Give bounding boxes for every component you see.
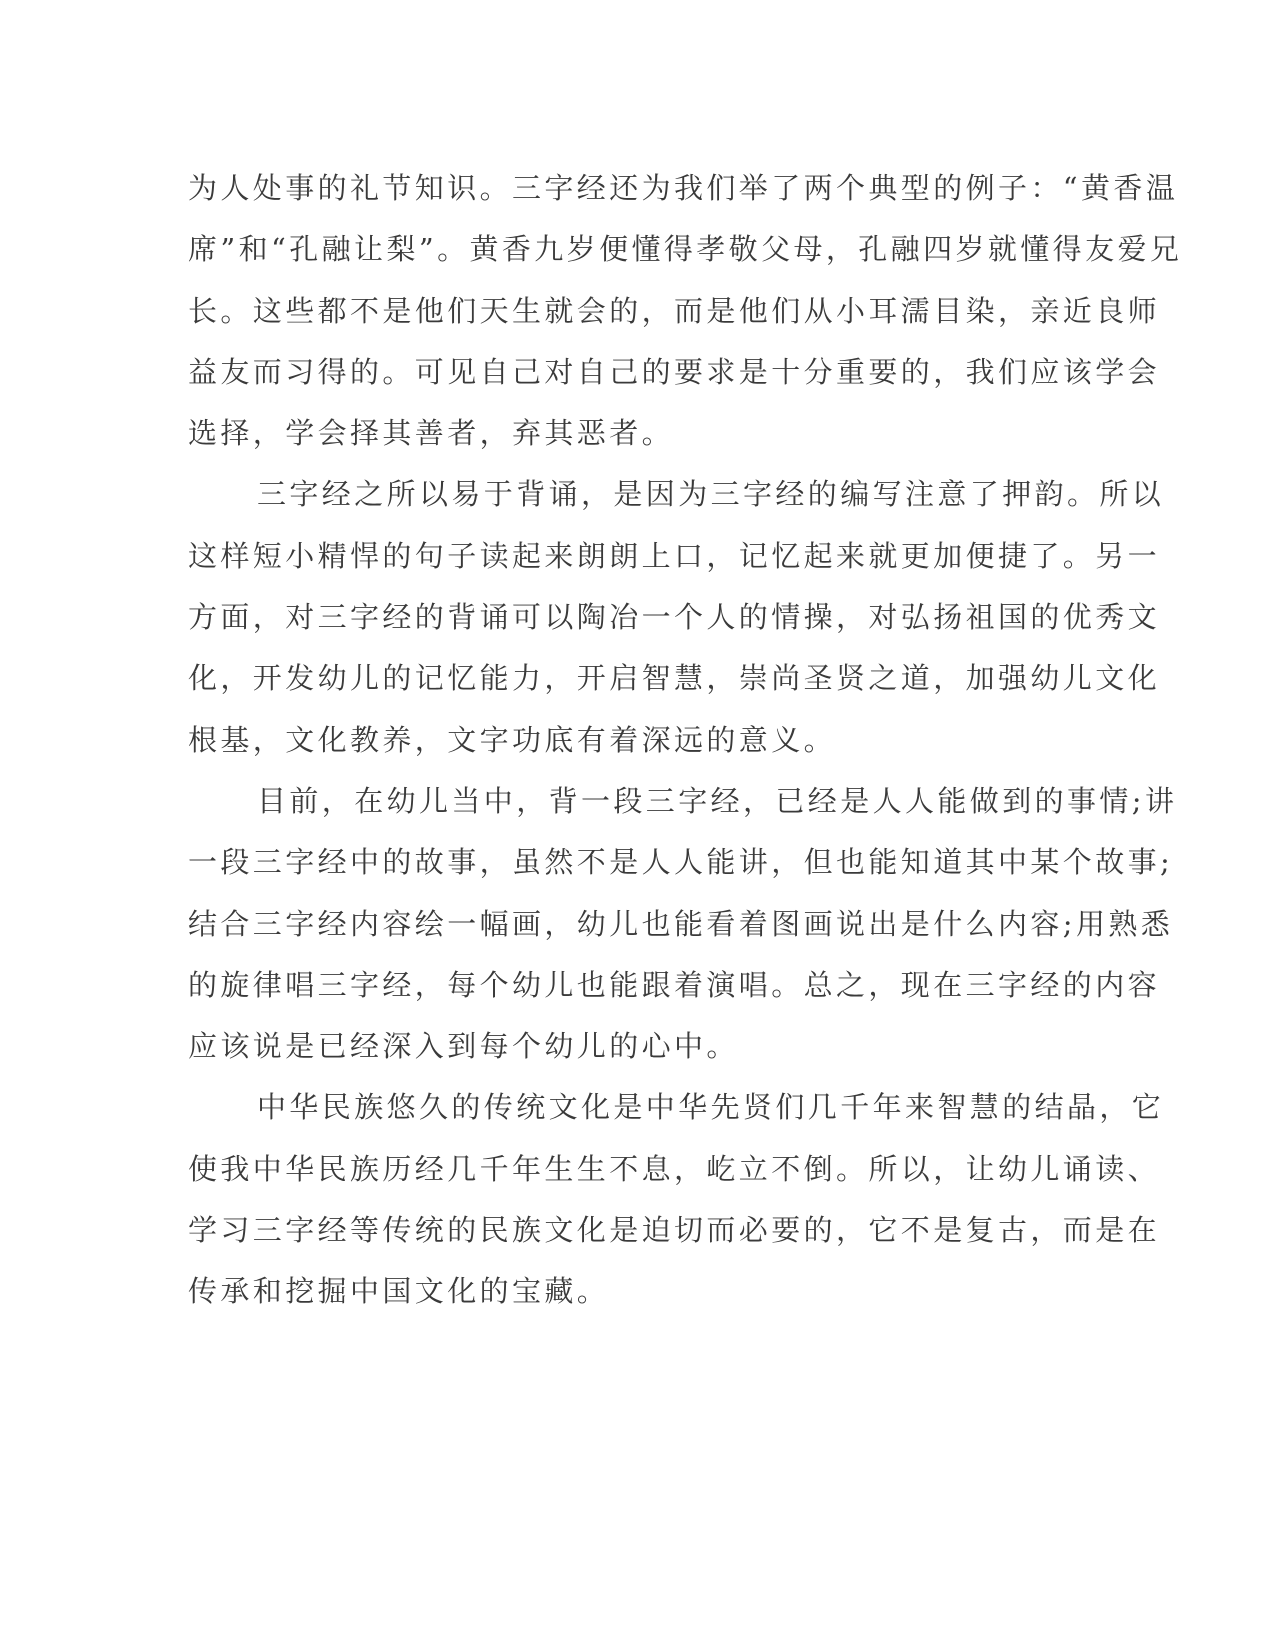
text-line: 三字经之所以易于背诵，是因为三字经的编写注意了押韵。所以 [257, 477, 1165, 512]
text-line: 方面，对三字经的背诵可以陶冶一个人的情操，对弘扬祖国的优秀文 [188, 600, 1161, 635]
text-line: 根基，文化教养，文字功底有着深远的意义。 [188, 722, 837, 757]
paragraph-1 [188, 158, 1183, 464]
text-line: 应该说是已经深入到每个幼儿的心中。 [188, 1029, 739, 1064]
text-line: 的旋律唱三字经，每个幼儿也能跟着演唱。总之，现在三字经的内容 [188, 967, 1161, 1002]
text-line: 中华民族悠久的传统文化是中华先贤们几千年来智慧的结晶，它 [257, 1090, 1165, 1125]
text-line: 这样短小精悍的句子读起来朗朗上口，记忆起来就更加便捷了。另一 [188, 538, 1161, 573]
text-line: 为人处事的礼节知识。三字经还为我们举了两个典型的例子：“黄香温 [188, 171, 1179, 205]
text-line: 学习三字经等传统的民族文化是迫切而必要的，它不是复古，而是在 [188, 1213, 1161, 1248]
body-text [188, 158, 1183, 1323]
paragraph-2 [188, 464, 1165, 770]
paragraph-4 [188, 1077, 1165, 1322]
paragraph-3 [188, 771, 1178, 1077]
text-line: 席”和“孔融让梨”。黄香九岁便懂得孝敬父母，孔融四岁就懂得友爱兄 [188, 232, 1183, 267]
text-line: 传承和挖掘中国文化的宝藏。 [188, 1274, 610, 1309]
text-line: 化，开发幼儿的记忆能力，开启智慧，崇尚圣贤之道，加强幼儿文化 [188, 661, 1161, 696]
text-line: 使我中华民族历经几千年生生不息，屹立不倒。所以，让幼儿诵读、 [188, 1151, 1161, 1186]
text-line: 益友而习得的。可见自己对自己的要求是十分重要的，我们应该学会 [188, 354, 1161, 389]
text-line: 结合三字经内容绘一幅画，幼儿也能看着图画说出是什么内容;用熟悉 [188, 906, 1174, 941]
text-line: 选择，学会择其善者，弃其恶者。 [188, 416, 675, 451]
text-line: 目前，在幼儿当中，背一段三字经，已经是人人能做到的事情;讲 [257, 783, 1178, 818]
text-line: 一段三字经中的故事，虽然不是人人能讲，但也能知道其中某个故事; [188, 845, 1174, 880]
text-line: 长。这些都不是他们天生就会的，而是他们从小耳濡目染，亲近良师 [188, 293, 1161, 328]
